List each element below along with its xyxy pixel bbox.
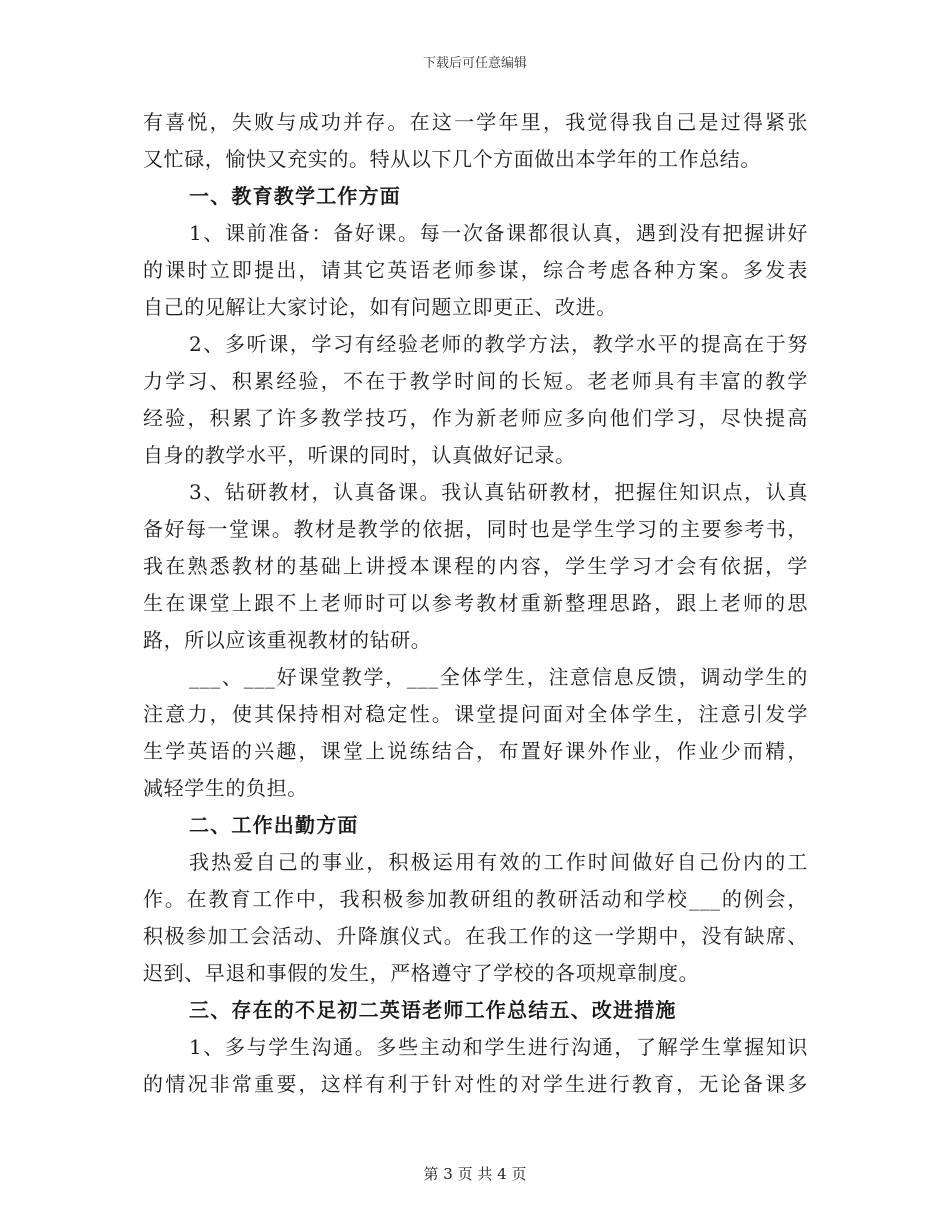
body-line-13: 我在熟悉教材的基础上讲授本课程的内容，学生学习才会有依据，学	[143, 554, 808, 578]
body-line-8: 力学习、积累经验，不在于教学时间的长短。老老师具有丰富的教学	[143, 369, 808, 393]
body-line-11: 3、钻研教材，认真备课。我认真钻研教材，把握住知识点，认真	[189, 480, 808, 504]
section-heading-2: 二、工作出勤方面	[189, 813, 359, 837]
body-line-9: 经验，积累了许多教学技巧，作为新老师应多向他们学习，尽快提高	[143, 406, 808, 430]
body-line-5: 的课时立即提出，请其它英语老师参谋，综合考虑各种方案。多发表	[143, 258, 808, 282]
body-line-14: 生在课堂上跟不上老师时可以参考教材重新整理思路，跟上老师的思	[143, 591, 808, 615]
body-line-22: 作。在教育工作中，我积极参加教研组的教研活动和学校___的例会，	[143, 887, 808, 911]
page-footer: 第 3 页 共 4 页	[423, 1165, 527, 1183]
body-line-7: 2、多听课，学习有经验老师的教学方法，教学水平的提高在于努	[189, 332, 808, 356]
section-heading-1: 一、教育教学工作方面	[189, 184, 401, 208]
body-line-6: 自己的见解让大家讨论，如有问题立即更正、改进。	[143, 295, 617, 319]
document-body	[143, 104, 808, 1103]
body-line-26: 1、多与学生沟通。多些主动和学生进行沟通，了解学生掌握知识	[189, 1035, 808, 1059]
body-line-23: 积极参加工会活动、升降旗仪式。在我工作的这一学期中，没有缺席、	[143, 924, 808, 948]
body-line-10: 自身的教学水平，听课的同时，认真做好记录。	[143, 443, 576, 467]
section-heading-3: 三、存在的不足初二英语老师工作总结五、改进措施	[189, 998, 677, 1022]
body-line-18: 生学英语的兴趣，课堂上说练结合，布置好课外作业，作业少而精，	[143, 739, 808, 763]
body-line-1: 有喜悦，失败与成功并存。在这一学年里，我觉得我自己是过得紧张	[143, 110, 808, 134]
page-header: 下载后可任意编辑	[422, 56, 527, 71]
body-line-21: 我热爱自己的事业，积极运用有效的工作时间做好自己份内的工	[189, 850, 808, 874]
body-line-15: 路，所以应该重视教材的钻研。	[143, 628, 432, 652]
body-line-4: 1、课前准备：备好课。每一次备课都很认真，遇到没有把握讲好	[189, 221, 808, 245]
body-line-27: 的情况非常重要，这样有利于针对性的对学生进行教育，无论备课多	[143, 1072, 808, 1096]
body-line-2: 又忙碌，愉快又充实的。特从以下几个方面做出本学年的工作总结。	[143, 147, 761, 171]
body-line-17: 注意力，使其保持相对稳定性。课堂提问面对全体学生，注意引发学	[143, 702, 808, 726]
body-line-24: 迟到、早退和事假的发生，严格遵守了学校的各项规章制度。	[143, 961, 700, 985]
body-line-12: 备好每一堂课。教材是教学的依据，同时也是学生学习的主要参考书，	[143, 517, 808, 541]
body-line-16: ___、___好课堂教学，___全体学生，注意信息反馈，调动学生的	[189, 665, 808, 689]
body-line-19: 减轻学生的负担。	[143, 776, 308, 800]
